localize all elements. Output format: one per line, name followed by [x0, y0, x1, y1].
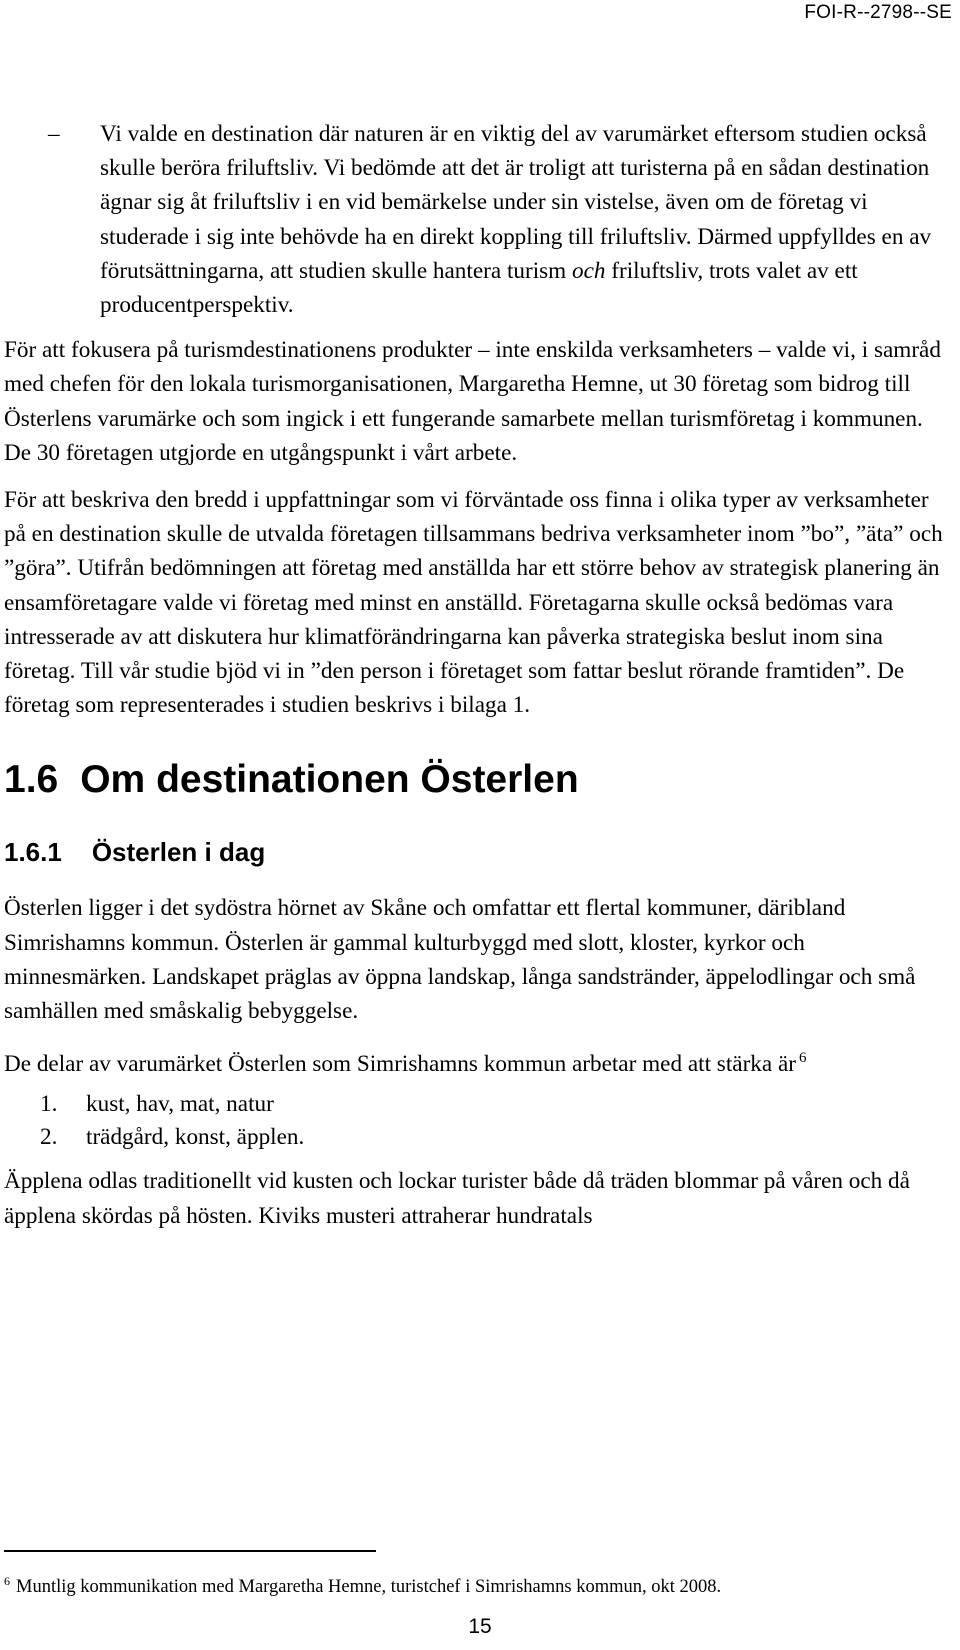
footnote-number: 6 — [4, 1574, 10, 1588]
page-number: 15 — [468, 1615, 492, 1638]
section-heading — [4, 756, 948, 804]
bullet-text-start: Vi valde en destination där naturen är en viktig del av varumärket eftersom studien också skulle beröra friluftsliv. Vi bedömde att det är troligt att turisterna på en sådan destination ägnar sig åt friluftsliv i en vid bemärkelse under sin vistelse, även om de företag vi studerade i sig inte behövde ha en direkt koppling till friluftsliv. Därmed uppfylldes en av förutsättningarna, att studien skulle hantera turism — [100, 121, 932, 284]
dash-bullet: – — [48, 121, 60, 147]
paragraph-apples: Äpplena odlas traditionellt vid kusten och lockar turister både då träden blommar på våren och då äpplena skördas på hösten. Kiviks musteri attraherar hundratals — [4, 1168, 910, 1229]
footnote-text: Muntlig kommunikation med Margaretha Hemne, turistchef i Simrishamns kommun, okt 2008. — [16, 1577, 722, 1597]
list-item-text: kust, hav, mat, natur — [86, 1091, 274, 1118]
list-item-number: 1. — [40, 1091, 58, 1118]
brand-parts-text: De delar av varumärket Österlen som Simrishamns kommun arbetar med att stärka är — [4, 1051, 796, 1078]
list-item — [4, 1121, 948, 1154]
section-number: 1.6 — [4, 758, 59, 802]
paragraph-breadth-selection: För att beskriva den bredd i uppfattningar som vi förväntade oss finna i olika typer av verksamheter på en destination skulle de utvalda företagen tillsammans bedriva verksamheter inom ”bo”, ”äta” och ”göra”. Utifrån bedömningen att företag med anställda har ett större behov av strategisk planering än ensamföretagare valde vi företag med minst en anställd. Företagarna skulle också bedömas vara intresserade av att diskutera hur klimatförändringarna kan påverka strategiska beslut inom sina företag. Till vår studie bjöd vi in ”den person i företaget som fattar beslut rörande framtiden”. De företag som representerades i studien beskrivs i bilaga 1. — [4, 487, 943, 719]
footnote-separator — [4, 1550, 376, 1552]
bullet-text-end: friluftsliv, trots valet av ett producentperspektiv. — [100, 257, 858, 319]
paragraph-brand-parts — [4, 1041, 948, 1081]
subsection-number: 1.6.1 — [4, 837, 62, 868]
paragraph-osterlen-description: Österlen ligger i det sydöstra hörnet av Skåne och omfattar ett flertal kommuner, däribland Simrishamns kommun. Österlen är gammal kulturbyggd med slott, kloster, kyrkor och minnesmärken. Landskapet präglas av öppna landskap, långa sandstränder, äppelodlingar och små samhällen med småskalig bebyggelse. — [4, 895, 916, 1025]
dash-list-item — [4, 117, 948, 322]
section-title: Om destinationen Österlen — [80, 758, 579, 802]
footnote — [4, 1569, 721, 1599]
list-item-text: trädgård, konst, äpplen. — [86, 1124, 305, 1151]
list-item-number: 2. — [40, 1124, 58, 1151]
page-body — [4, 117, 948, 1246]
document-id: FOI-R--2798--SE — [804, 2, 952, 23]
brand-parts-list — [4, 1088, 948, 1154]
subsection-title: Österlen i dag — [91, 837, 266, 868]
bullet-text-italic: och — [572, 257, 606, 284]
list-item — [4, 1088, 948, 1121]
subsection-heading — [4, 835, 948, 869]
paragraph-focus-selection: För att fokusera på turismdestinationens produkter – inte enskilda verksamheters – valde vi, i samråd med chefen för den lokala turismorganisationen, Margaretha Hemne, ut 30 företag som bidrog till Österlens varumärke och som ingick i ett fungerande samarbete mellan turismföretag i kommunen. De 30 företagen utgjorde en utgångspunkt i vårt arbete. — [4, 337, 941, 466]
footnote-reference: 6 — [799, 1050, 807, 1067]
